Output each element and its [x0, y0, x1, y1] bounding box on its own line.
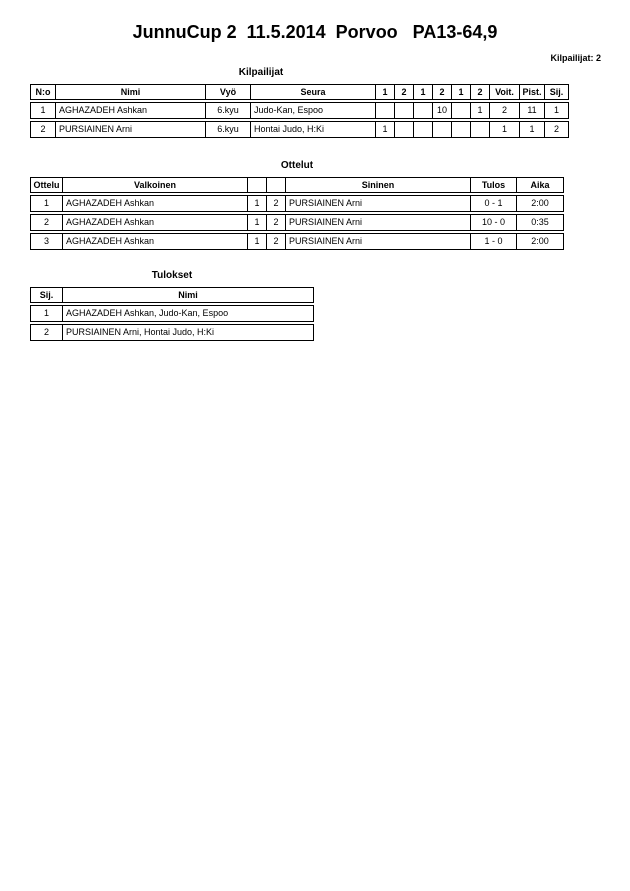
blue-number: 2: [267, 196, 286, 211]
match-time: 0:35: [531, 217, 549, 227]
place-cell: 2: [553, 124, 559, 134]
blue-competitor: PURSIAINEN Arni: [286, 234, 471, 249]
col-header-seura: Seura: [251, 85, 376, 99]
table-row: [30, 195, 564, 212]
blue-competitor: PURSIAINEN Arni: [286, 215, 471, 230]
competitor-club: Hontai Judo, H:Ki: [251, 122, 376, 137]
white-competitor: AGHAZADEH Ashkan: [63, 234, 248, 249]
match-result: 1 - 0: [471, 234, 517, 249]
col-header-sininen: Sininen: [286, 178, 471, 192]
score-cell: [395, 122, 414, 137]
col-header-match3-blue: 2: [471, 85, 490, 99]
competitor-belt: 6.kyu: [206, 122, 251, 137]
result-place: 2: [31, 325, 63, 340]
match-number: 3: [31, 234, 63, 249]
score-cell: [414, 103, 433, 118]
col-header-ottelu: Ottelu: [31, 178, 63, 192]
white-competitor: AGHAZADEH Ashkan: [63, 196, 248, 211]
col-header-match1-white: 1: [376, 85, 395, 99]
result-name: PURSIAINEN Arni, Hontai Judo, H:Ki: [66, 327, 215, 337]
col-header-nimi: Nimi: [56, 85, 206, 99]
col-header-tulos: Tulos: [471, 178, 517, 192]
col-header-sij: Sij.: [31, 288, 63, 302]
table-row: [30, 214, 564, 231]
score-cell: [452, 122, 471, 137]
ottelut-header-row: [30, 177, 564, 193]
competitor-count-label: Kilpailijat: 2: [550, 53, 601, 63]
result-name: AGHAZADEH Ashkan, Judo-Kan, Espoo: [66, 308, 229, 318]
col-header-valkoinen: Valkoinen: [63, 178, 248, 192]
col-header-match1-blue: 2: [395, 85, 414, 99]
col-header-no: N:o: [31, 85, 56, 99]
wins-cell: 1: [490, 122, 520, 137]
score-cell: [452, 103, 471, 118]
page-title: JunnuCup 2 11.5.2014 Porvoo PA13-64,9: [132, 22, 498, 42]
match-number: 1: [31, 196, 63, 211]
competitor-club: Judo-Kan, Espoo: [251, 103, 376, 118]
score-cell: [433, 122, 452, 137]
score-cell: 1: [471, 103, 490, 118]
tulokset-header-row: [30, 287, 314, 303]
kilpailijat-table: [30, 84, 569, 138]
match-number: 2: [31, 215, 63, 230]
competitor-name: PURSIAINEN Arni: [56, 122, 206, 137]
match-time: 2:00: [531, 198, 549, 208]
competitor-number: 2: [31, 122, 56, 137]
col-header-match3-white: 1: [452, 85, 471, 99]
blue-competitor: PURSIAINEN Arni: [286, 196, 471, 211]
col-header-match2-blue: 2: [433, 85, 452, 99]
ottelut-table: [30, 177, 564, 250]
table-row: [30, 233, 564, 250]
table-row: [30, 121, 569, 138]
kilpailijat-header-row: [30, 84, 569, 100]
match-result: 0 - 1: [471, 196, 517, 211]
col-header-match2-white: 1: [414, 85, 433, 99]
score-cell: [376, 103, 395, 118]
col-header-blue-number: [267, 178, 286, 192]
competitor-belt: 6.kyu: [206, 103, 251, 118]
points-cell: 1: [520, 122, 545, 137]
white-number: 1: [248, 234, 267, 249]
blue-number: 2: [267, 234, 286, 249]
score-cell: [414, 122, 433, 137]
ottelut-heading: Ottelut: [280, 160, 314, 171]
col-header-white-number: [248, 178, 267, 192]
white-number: 1: [248, 215, 267, 230]
col-header-nimi: Nimi: [178, 289, 198, 300]
score-cell: [395, 103, 414, 118]
wins-cell: 2: [490, 103, 520, 118]
col-header-pist: Pist.: [520, 85, 545, 99]
col-header-vyo: Vyö: [206, 85, 251, 99]
match-result: 10 - 0: [471, 215, 517, 230]
table-row: [30, 305, 314, 322]
col-header-voit: Voit.: [490, 85, 520, 99]
white-number: 1: [248, 196, 267, 211]
points-cell: 11: [520, 103, 545, 118]
table-row: [30, 102, 569, 119]
result-place: 1: [31, 306, 63, 321]
place-cell: 1: [553, 105, 559, 115]
white-competitor: AGHAZADEH Ashkan: [63, 215, 248, 230]
score-cell: 1: [376, 122, 395, 137]
col-header-sij: Sij.: [549, 86, 564, 97]
tulokset-table: [30, 287, 314, 341]
score-cell: [471, 122, 490, 137]
score-cell: 10: [433, 103, 452, 118]
match-time: 2:00: [531, 236, 549, 246]
tulokset-heading: Tulokset: [151, 270, 193, 281]
competitor-number: 1: [31, 103, 56, 118]
competitor-name: AGHAZADEH Ashkan: [56, 103, 206, 118]
kilpailijat-heading: Kilpailijat: [238, 67, 284, 78]
blue-number: 2: [267, 215, 286, 230]
table-row: [30, 324, 314, 341]
col-header-aika: Aika: [530, 179, 550, 190]
